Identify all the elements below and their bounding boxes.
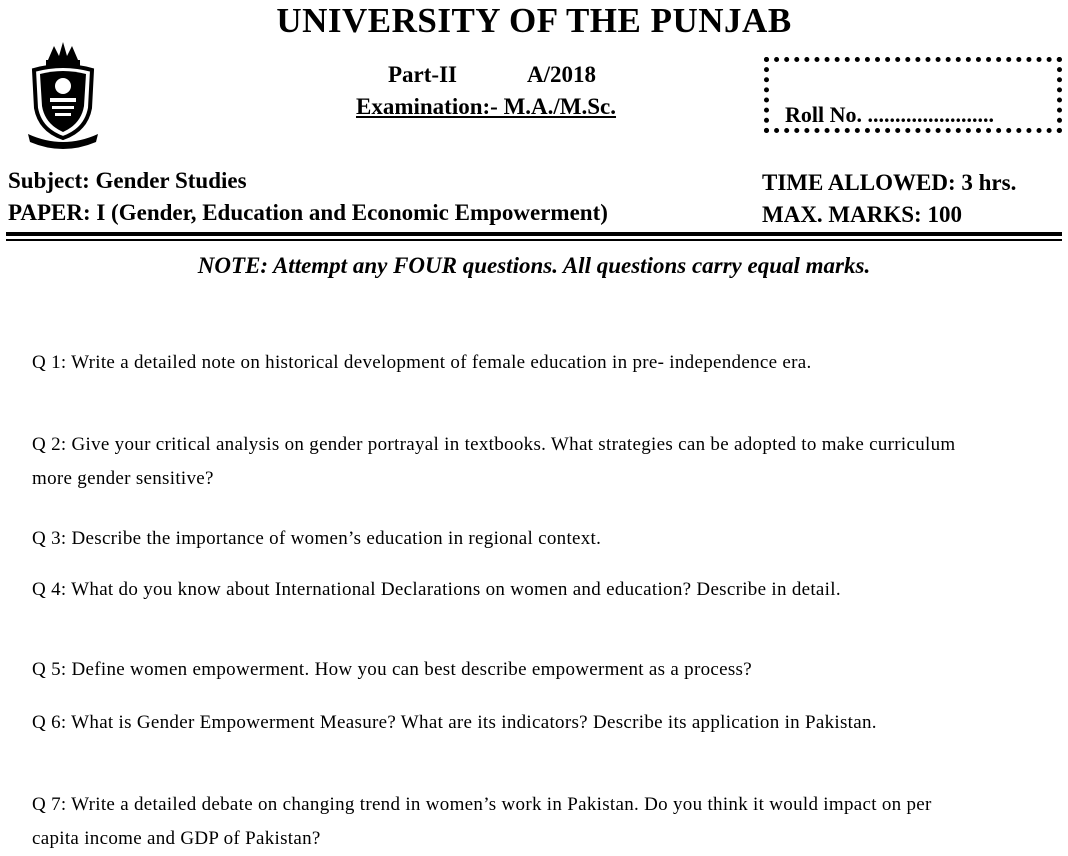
- exam-year: A/2018: [526, 62, 596, 87]
- subject-line: Subject: Gender Studies: [8, 168, 247, 193]
- university-title: UNIVERSITY OF THE PUNJAB: [276, 1, 792, 40]
- question-2: Q 2: Give your critical analysis on gender portrayal in textbooks. What strategies can be adopted to make curriculum more gender sensitive?: [32, 434, 956, 489]
- paper-line: PAPER: I (Gender, Education and Economic Empowerment): [8, 200, 608, 225]
- university-crest-icon: [26, 38, 100, 150]
- roll-number-box: [764, 57, 1062, 133]
- header-divider-thin: [6, 239, 1062, 241]
- question-4: Q 4: What do you know about International Declarations on women and education? Describe in detail.: [32, 579, 841, 600]
- instructions-note: NOTE: Attempt any FOUR questions. All questions carry equal marks.: [197, 253, 871, 278]
- question-1: Q 1: Write a detailed note on historical development of female education in pre- independence era.: [32, 352, 812, 373]
- question-7: Q 7: Write a detailed debate on changing trend in women’s work in Pakistan. Do you think it would impact on per capita income and GDP of Pakistan?: [32, 794, 932, 849]
- part-year-line: [388, 62, 596, 88]
- max-marks: MAX. MARKS: 100: [762, 202, 962, 227]
- question-6: Q 6: What is Gender Empowerment Measure? What are its indicators? Describe its application in Pakistan.: [32, 712, 877, 733]
- question-5: Q 5: Define women empowerment. How you can best describe empowerment as a process?: [32, 659, 752, 680]
- time-allowed: TIME ALLOWED: 3 hrs.: [762, 170, 1017, 195]
- examination-label: Examination:- M.A./M.Sc.: [356, 94, 617, 119]
- header-divider-thick: [6, 232, 1062, 236]
- roll-number-label: Roll No. .......................: [785, 102, 994, 127]
- part-label: Part-II: [388, 62, 457, 87]
- question-3: Q 3: Describe the importance of women’s education in regional context.: [32, 528, 602, 549]
